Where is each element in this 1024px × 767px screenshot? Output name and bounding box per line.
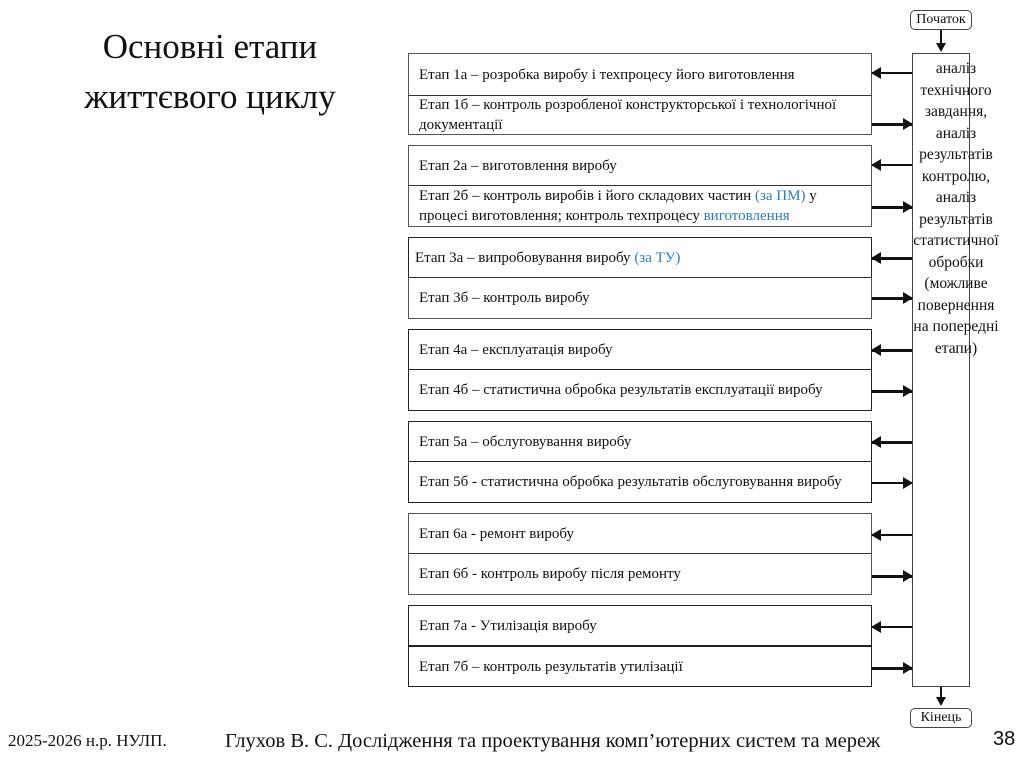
start-connector-line <box>940 30 942 44</box>
stage-3b-text: Етап 3б – контроль виробу <box>419 290 590 306</box>
stage-4b-box <box>408 369 872 411</box>
manufacturing-highlight: виготовлення <box>703 208 790 224</box>
stage-7a-text: Етап 7а - Утилізація виробу <box>419 617 597 634</box>
stage-6a-box <box>408 513 872 553</box>
stage-2a-box <box>408 145 872 185</box>
arrow-right-icon <box>872 482 912 484</box>
arrow-left-icon <box>872 441 912 444</box>
arrow-left-icon <box>872 72 912 74</box>
stage-6b-box <box>408 553 872 595</box>
arrow-left-icon <box>872 257 912 260</box>
arrow-right-icon <box>872 575 912 578</box>
arrow-right-icon <box>872 390 912 393</box>
analysis-box-text: аналіз технічного завдання, аналіз результатів контролю, аналіз результатів статистичної обробки (можливе повернення на попередні етапи) <box>913 60 999 357</box>
slide-title <box>40 22 380 122</box>
stage-1b-text: Етап 1б – контроль розробленої конструкторської і технологічної документації <box>419 97 837 133</box>
arrow-left-icon <box>872 349 912 352</box>
arrow-left-icon <box>872 534 912 536</box>
tu-reference: (за ТУ) <box>634 249 681 266</box>
footer-year-org: 2025-2026 н.р. НУЛП. <box>8 731 167 750</box>
stage-1a-box <box>408 53 872 95</box>
stage-1b-box <box>408 95 872 135</box>
stage-7a-box <box>408 605 872 645</box>
start-terminal: Початок <box>910 10 972 30</box>
arrow-right-icon <box>872 667 912 670</box>
stage-5b-box <box>408 461 872 503</box>
title-line-2: життєвого циклу <box>84 77 336 116</box>
arrow-left-icon <box>872 164 912 166</box>
stage-6b-text: Етап 6б - контроль виробу після ремонту <box>419 566 681 582</box>
stage-7b-text: Етап 7б – контроль результатів утилізації <box>419 658 683 675</box>
stage-3a-text: Етап 3а – випробовування виробу (за ТУ) <box>415 249 681 266</box>
stage-2a-text: Етап 2а – виготовлення виробу <box>419 157 617 174</box>
stage-4b-text: Етап 4б – статистична обробка результатів експлуатації виробу <box>419 382 823 398</box>
arrow-right-icon <box>872 206 912 209</box>
end-terminal: Кінець <box>910 708 972 728</box>
stage-2b-text: Етап 2б – контроль виробів і його складових частин (за ПМ) у процесі виготовлення; контроль техпроцесу виготовлення <box>419 188 817 224</box>
stage-5b-text: Етап 5б - статистична обробка результатів обслуговування виробу <box>419 474 842 490</box>
stage-4a-text: Етап 4а – експлуатація виробу <box>419 341 613 358</box>
stage-5a-text: Етап 5а – обслуговування виробу <box>419 433 632 450</box>
footer-course: Глухов В. С. Дослідження та проектування комп’ютерних систем та мереж <box>225 730 881 752</box>
stage-7b-box <box>408 645 872 687</box>
stage-3b-box <box>408 277 872 319</box>
title-line-1: Основні етапи <box>102 27 318 66</box>
page-number: 38 <box>993 728 1016 750</box>
pm-reference: (за ПМ) <box>754 188 806 204</box>
stage-1a-text: Етап 1а – розробка виробу і техпроцесу його виготовлення <box>419 66 795 83</box>
arrow-down-icon <box>936 697 946 706</box>
stage-4a-box <box>408 329 872 369</box>
arrow-right-icon <box>872 297 912 300</box>
stage-3a-box <box>408 237 872 277</box>
stage-2b-box <box>408 185 872 227</box>
arrow-right-icon <box>872 123 912 126</box>
arrow-left-icon <box>872 626 912 628</box>
stage-6a-text: Етап 6а - ремонт виробу <box>419 525 574 542</box>
arrow-down-icon <box>936 43 946 52</box>
stage-5a-box <box>408 421 872 461</box>
